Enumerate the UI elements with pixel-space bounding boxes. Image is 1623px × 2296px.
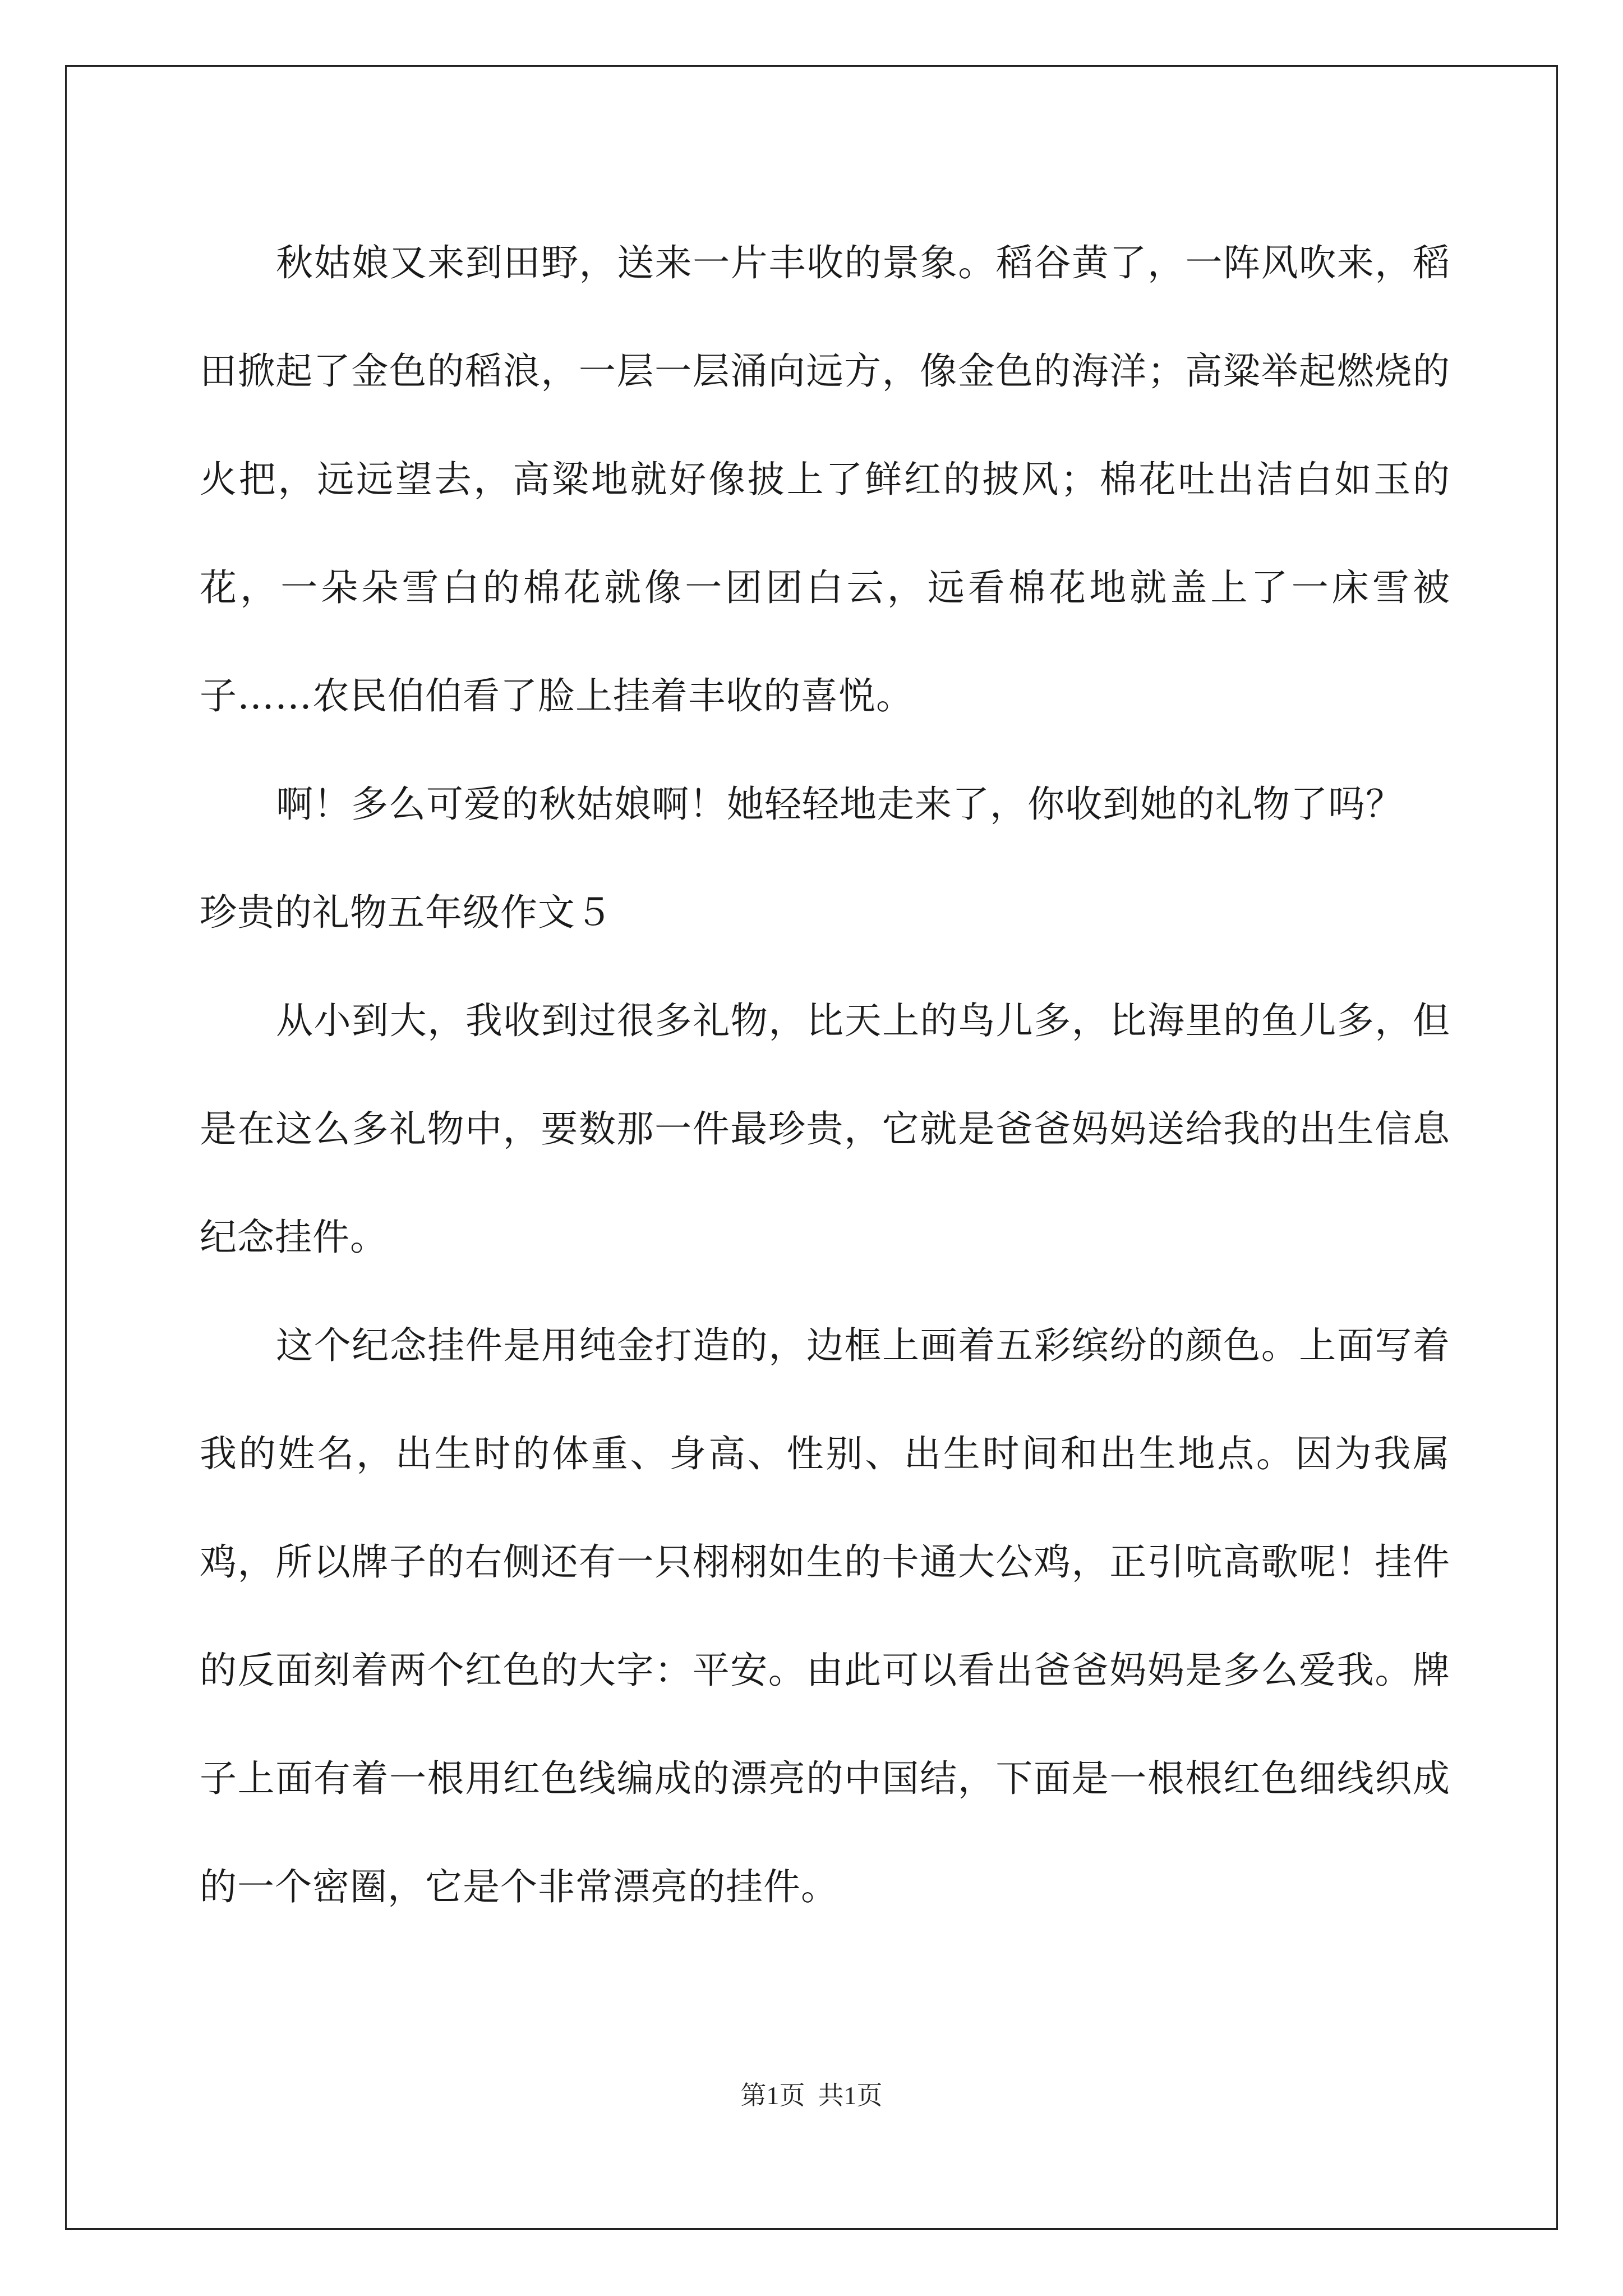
- paragraph-autumn-gift: 啊！多么可爱的秋姑娘啊！她轻轻地走来了，你收到她的礼物了吗？: [276, 783, 1403, 826]
- page-footer: 第1页 共1页: [740, 2081, 883, 2110]
- paragraph-autumn-fields: 秋姑娘又来到田野，送来一片丰收的景象。稻谷黄了，一阵风吹来，稻田掀起了金色的稻浪，一层一层涌向远方，像金色的海洋；高粱举起燃烧的火把，远远望去，高粱地就好像披上了鲜红的披风；棉花吐出洁白如玉的花，一朵朵雪白的棉花就像一团团白云，远看棉花地就盖上了一床雪被子……农民伯伯看了脸上挂着丰收的喜悦。: [200, 241, 1450, 717]
- document-body: [200, 209, 1450, 1941]
- section-title: 珍贵的礼物五年级作文５: [200, 891, 613, 934]
- paragraph-gift-description: 这个纪念挂件是用纯金打造的，边框上画着五彩缤纷的颜色。上面写着我的姓名，出生时的体重、身高、性别、出生时间和出生地点。因为我属鸡，所以牌子的右侧还有一只栩栩如生的卡通大公鸡，正引吭高歌呢！挂件的反面刻着两个红色的大字：平安。由此可以看出爸爸妈妈是多么爱我。牌子上面有着一根用红色线编成的漂亮的中国结，下面是一根根红色细线织成的一个密圈，它是个非常漂亮的挂件。: [200, 1324, 1450, 1908]
- paragraph-gift-intro: 从小到大，我收到过很多礼物，比天上的鸟儿多，比海里的鱼儿多，但是在这么多礼物中，要数那一件最珍贵，它就是爸爸妈妈送给我的出生信息纪念挂件。: [200, 999, 1450, 1259]
